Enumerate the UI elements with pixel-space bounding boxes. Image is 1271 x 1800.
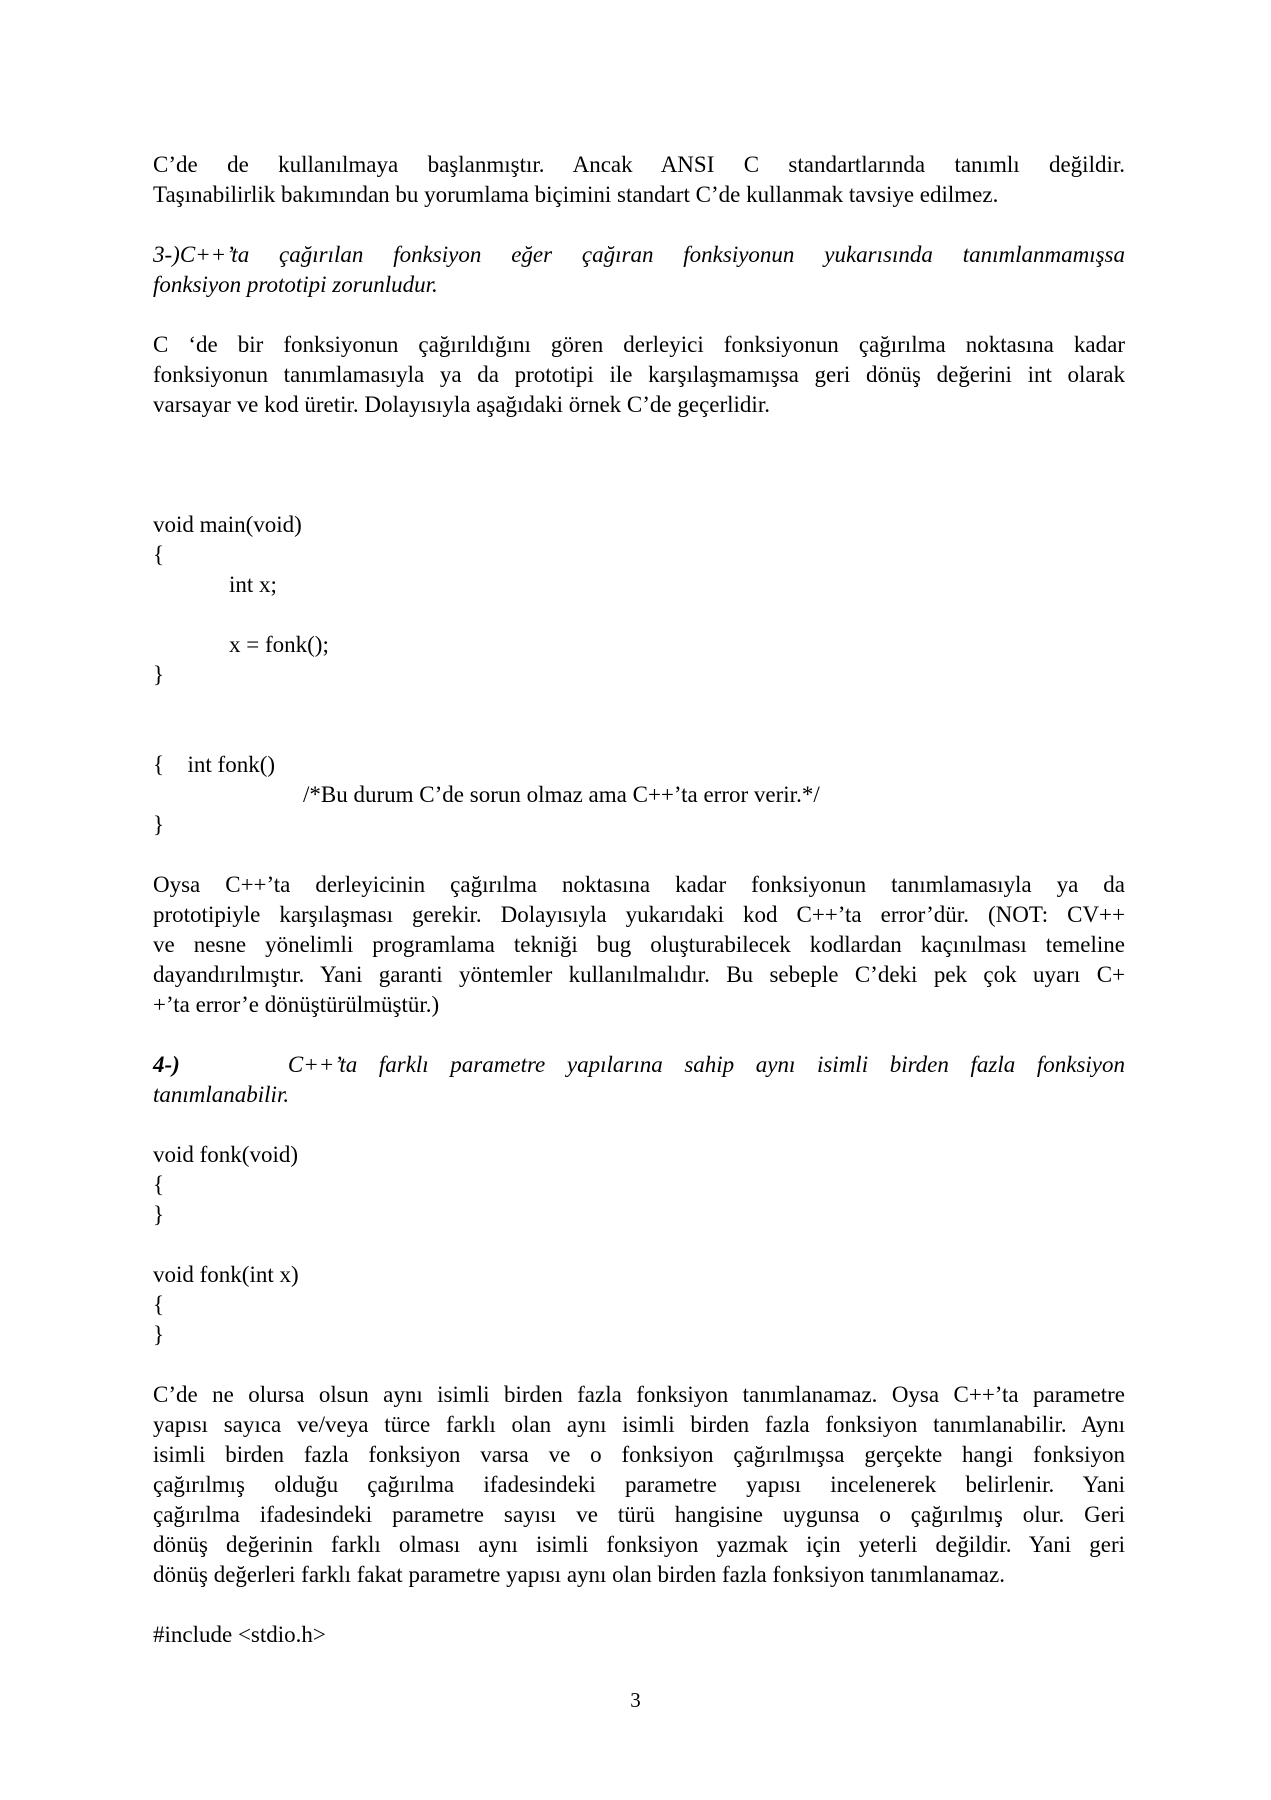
code-comment: /*Bu durum C’de sorun olmaz ama C++’ta error verir.*/ — [303, 782, 820, 807]
paragraph-ansi-c-note — [153, 150, 1125, 210]
spacer — [153, 1020, 1125, 1050]
code-line: } — [153, 1202, 165, 1227]
spacer — [153, 420, 1125, 510]
heading-line: tanımlanabilir. — [153, 1082, 290, 1107]
code-line: { — [153, 752, 165, 777]
text-line: dönüş değerinin farklı olması aynı isimli fonksiyon yazmak için yeterli değildir. Yani geri — [153, 1532, 1125, 1557]
spacer — [153, 1590, 1125, 1620]
spacer — [153, 210, 1125, 240]
code-blank-line — [153, 690, 1125, 720]
text-line: +’ta error’e dönüştürülmüştür.) — [153, 992, 440, 1017]
spacer — [153, 840, 1125, 870]
paragraph-overloading-rules — [153, 1380, 1125, 1590]
text-line: C’de ne olursa olsun aynı isimli birden fazla fonksiyon tanımlanamaz. Oysa C++’ta parametre — [153, 1382, 1125, 1407]
code-line: } — [153, 662, 165, 687]
section-heading-3 — [153, 240, 1125, 300]
code-line: #include <stdio.h> — [153, 1622, 326, 1647]
heading-text: C++’ta farklı parametre yapılarına sahip aynı isimli birden fazla fonksiyon — [287, 1052, 1125, 1077]
text-line: yapısı sayıca ve/veya türce farklı olan aynı isimli birden fazla fonksiyon tanımlanabilir. Aynı — [153, 1412, 1125, 1437]
code-fonk-signature: int fonk() — [187, 752, 276, 777]
spacer — [153, 300, 1125, 330]
heading-number: 4-) — [153, 1052, 180, 1077]
code-line: x = fonk(); — [229, 632, 329, 657]
code-example-main-fonk — [153, 510, 1125, 840]
text-line: Taşınabilirlik bakımından bu yorumlama biçimini standart C’de kullanmak tavsiye edilmez. — [153, 182, 999, 207]
text-line: fonksiyonun tanımlamasıyla ya da prototipi ile karşılaşmamışsa geri dönüş değerini int olarak — [153, 362, 1125, 387]
text-line: dayandırılmıştır. Yani garanti yöntemler kullanılmalıdır. Bu sebeple C’deki pek çok uyarı C+ — [153, 962, 1125, 987]
section-heading-4 — [153, 1050, 1125, 1110]
code-line: { — [153, 1292, 165, 1317]
document-page — [153, 150, 1125, 1650]
heading-line: fonksiyon prototipi zorunludur. — [153, 272, 438, 297]
code-line: { — [153, 542, 165, 567]
paragraph-cpp-prototype-required — [153, 870, 1125, 1020]
code-line: } — [153, 1322, 165, 1347]
text-line: prototipiyle karşılaşması gerekir. Dolayısıyla yukarıdaki kod C++’ta error’dür. (NOT: CV++ — [153, 902, 1125, 927]
code-line: void main(void) — [153, 512, 302, 537]
page-number: 3 — [630, 1688, 641, 1712]
heading-line: 3-)C++’ta çağırılan fonksiyon eğer çağıran fonksiyonun yukarısında tanımlanmamışsa — [153, 242, 1125, 267]
heading-line — [153, 1050, 1125, 1080]
code-line: int x; — [229, 572, 277, 597]
code-line-fonk — [153, 720, 1125, 807]
text-line: varsayar ve kod üretir. Dolayısıyla aşağıdaki örnek C’de geçerlidir. — [153, 392, 770, 417]
text-line: C’de de kullanılmaya başlanmıştır. Ancak ANSI C standartlarında tanımlı değildir. — [153, 152, 1125, 177]
code-line: void fonk(int x) — [153, 1262, 299, 1287]
paragraph-c-implicit-int — [153, 330, 1125, 420]
spacer — [153, 1350, 1125, 1380]
code-line: void fonk(void) — [153, 1142, 299, 1167]
code-example-overloads — [153, 1140, 1125, 1350]
text-line: C ‘de bir fonksiyonun çağırıldığını gören derleyici fonksiyonun çağırılma noktasına kadar — [153, 332, 1125, 357]
code-blank-line — [153, 600, 1125, 630]
text-line: isimli birden fazla fonksiyon varsa ve o fonksiyon çağırılmışsa gerçekte hangi fonksiyon — [153, 1442, 1125, 1467]
code-line: { — [153, 1172, 165, 1197]
text-line: Oysa C++’ta derleyicinin çağırılma noktasına kadar fonksiyonun tanımlamasıyla ya da — [153, 872, 1125, 897]
text-line: çağırılmış olduğu çağırılma ifadesindeki parametre yapısı incelenerek belirlenir. Yani — [153, 1472, 1125, 1497]
code-blank-line — [153, 1230, 1125, 1260]
text-line: ve nesne yönelimli programlama tekniği bug oluşturabilecek kodlardan kaçınılması temeline — [153, 932, 1125, 957]
code-line: } — [153, 812, 165, 837]
text-line: dönüş değerleri farklı fakat parametre yapısı aynı olan birden fazla fonksiyon tanımlanamaz. — [153, 1562, 1005, 1587]
spacer — [153, 1110, 1125, 1140]
text-line: çağırılma ifadesindeki parametre sayısı ve türü hangisine uygunsa o çağırılmış olur. Geri — [153, 1502, 1125, 1527]
code-example-include — [153, 1620, 1125, 1650]
